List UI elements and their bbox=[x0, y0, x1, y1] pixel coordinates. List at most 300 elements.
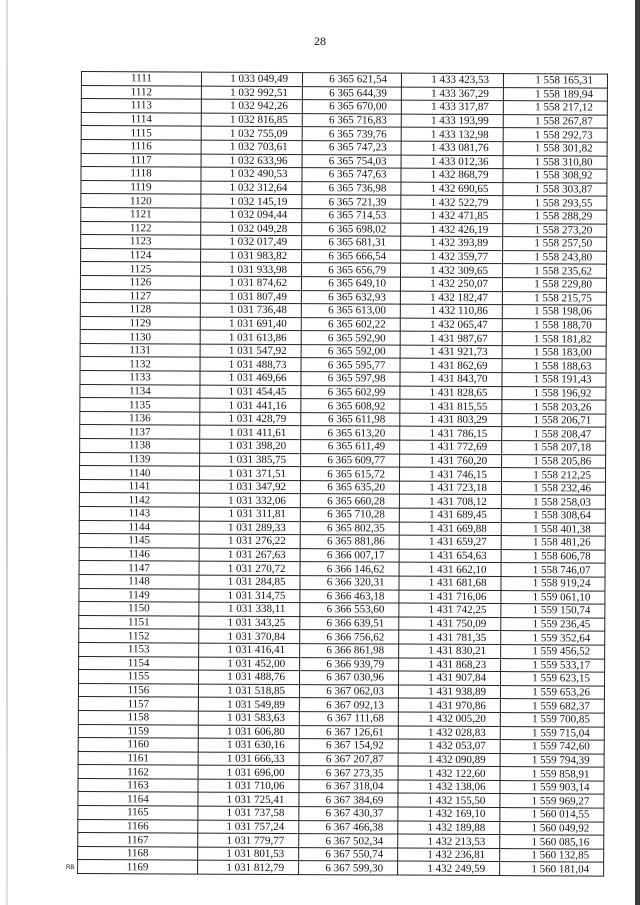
coordinate-cell: 1 558 308,64 bbox=[501, 509, 605, 523]
coordinate-cell: 1 031 666,33 bbox=[198, 752, 299, 766]
coordinate-cell: 1 432 005,20 bbox=[398, 712, 500, 726]
coordinate-cell: 1 031 314,75 bbox=[199, 589, 300, 603]
coordinate-cell: 6 366 861,98 bbox=[300, 644, 399, 658]
coordinate-cell: 1 431 689,45 bbox=[399, 508, 501, 522]
coordinate-cell: 1 432 213,53 bbox=[398, 834, 500, 848]
coordinate-cell: 1 031 696,00 bbox=[198, 765, 299, 779]
coordinate-cell: 1 031 710,06 bbox=[198, 779, 299, 793]
coordinate-cell: 1 558 258,03 bbox=[501, 495, 605, 509]
coordinate-cell: 1 031 737,58 bbox=[198, 806, 299, 820]
coordinate-cell: 1 032 816,85 bbox=[201, 113, 302, 127]
coordinate-cell: 6 365 721,39 bbox=[302, 195, 401, 209]
coordinate-cell: 1 432 471,85 bbox=[401, 209, 503, 223]
coordinate-cell: 6 365 595,77 bbox=[301, 358, 400, 372]
coordinate-cell: 1 031 332,06 bbox=[199, 493, 300, 507]
coordinate-cell: 6 365 656,79 bbox=[301, 263, 400, 277]
point-number-cell: 1160 bbox=[78, 738, 198, 752]
coordinate-cell: 1 031 385,75 bbox=[200, 453, 301, 467]
coordinate-cell: 1 432 138,06 bbox=[398, 780, 500, 794]
page-number: 28 bbox=[314, 34, 326, 48]
coordinate-cell: 1 431 938,89 bbox=[398, 685, 500, 699]
point-number-cell: 1139 bbox=[80, 452, 200, 466]
point-number-cell: 1168 bbox=[78, 846, 198, 860]
coordinate-cell: 1 031 347,92 bbox=[199, 480, 300, 494]
coordinate-cell: 6 366 146,62 bbox=[300, 562, 399, 576]
coordinate-cell: 1 432 155,50 bbox=[398, 794, 500, 808]
coordinate-cell: 1 431 815,55 bbox=[400, 399, 502, 413]
coordinate-cell: 1 031 606,80 bbox=[198, 725, 299, 739]
coordinate-cell: 1 031 289,33 bbox=[199, 521, 300, 535]
coordinate-cell: 1 433 012,36 bbox=[401, 155, 503, 169]
point-number-cell: 1125 bbox=[81, 262, 201, 276]
point-number-cell: 1112 bbox=[81, 85, 201, 99]
point-number-cell: 1169 bbox=[78, 860, 198, 874]
coordinate-cell: 6 365 608,92 bbox=[301, 399, 400, 413]
coordinate-cell: 6 365 802,35 bbox=[300, 521, 399, 535]
coordinate-cell: 1 558 243,80 bbox=[503, 250, 607, 264]
coordinate-cell: 1 559 150,74 bbox=[501, 604, 605, 618]
coordinate-cell: 6 365 602,22 bbox=[301, 317, 400, 331]
coordinate-cell: 1 560 014,55 bbox=[500, 808, 604, 822]
coordinate-cell: 1 431 786,15 bbox=[400, 426, 502, 440]
point-number-cell: 1135 bbox=[80, 398, 200, 412]
coordinate-cell: 1 433 081,76 bbox=[401, 141, 503, 155]
coordinate-cell: 1 431 921,73 bbox=[400, 345, 502, 359]
coordinate-cell: 1 559 236,45 bbox=[501, 617, 605, 631]
point-number-cell: 1145 bbox=[79, 534, 199, 548]
coordinate-cell: 1 031 812,79 bbox=[198, 861, 299, 875]
point-number-cell: 1114 bbox=[81, 112, 201, 126]
point-number-cell: 1122 bbox=[81, 221, 201, 235]
coordinate-cell: 1 558 293,55 bbox=[503, 196, 607, 210]
coordinate-cell: 6 365 597,98 bbox=[301, 372, 400, 386]
coordinate-cell: 1 031 441,16 bbox=[200, 398, 301, 412]
coordinate-cell: 1 559 700,85 bbox=[500, 712, 604, 726]
coordinate-cell: 6 365 592,00 bbox=[301, 344, 400, 358]
coordinate-cell: 1 432 122,60 bbox=[398, 766, 500, 780]
coordinate-cell: 6 365 666,54 bbox=[302, 249, 401, 263]
coordinate-cell: 1 033 049,49 bbox=[201, 72, 302, 86]
coordinate-cell: 6 365 698,02 bbox=[302, 222, 401, 236]
coordinate-cell: 6 366 320,31 bbox=[300, 576, 399, 590]
coordinate-cell: 1 031 338,11 bbox=[199, 602, 300, 616]
coordinate-cell: 1 558 292,73 bbox=[503, 128, 607, 142]
coordinate-cell: 1 431 659,27 bbox=[399, 535, 501, 549]
coordinate-cell: 1 559 456,52 bbox=[501, 644, 605, 658]
point-number-cell: 1162 bbox=[78, 765, 198, 779]
coordinate-cell: 6 367 111,68 bbox=[299, 711, 398, 725]
coordinate-cell: 6 365 716,83 bbox=[302, 113, 401, 127]
point-number-cell: 1153 bbox=[79, 642, 199, 656]
coordinate-cell: 6 367 154,92 bbox=[299, 739, 398, 753]
point-number-cell: 1155 bbox=[79, 670, 199, 684]
point-number-cell: 1165 bbox=[78, 806, 198, 820]
coordinate-cell: 1 032 312,64 bbox=[201, 181, 302, 195]
point-number-cell: 1161 bbox=[78, 751, 198, 765]
coordinate-cell: 6 365 615,72 bbox=[301, 467, 400, 481]
coordinate-cell: 1 559 533,17 bbox=[501, 658, 605, 672]
coordinate-cell: 1 032 049,28 bbox=[201, 222, 302, 236]
coordinate-cell: 1 432 182,47 bbox=[400, 291, 502, 305]
coordinate-cell: 1 432 189,88 bbox=[398, 821, 500, 835]
coordinate-cell: 1 431 746,15 bbox=[400, 467, 502, 481]
footer-mark: RB bbox=[66, 865, 75, 871]
point-number-cell: 1111 bbox=[81, 72, 201, 86]
coordinate-cell: 6 365 747,63 bbox=[302, 168, 401, 182]
coordinate-cell: 1 559 715,04 bbox=[500, 726, 604, 740]
coordinate-cell: 1 431 708,12 bbox=[399, 494, 501, 508]
coordinate-cell: 1 558 217,12 bbox=[503, 101, 607, 115]
coordinate-cell: 1 031 801,53 bbox=[198, 847, 299, 861]
coordinate-cell: 1 031 454,45 bbox=[200, 385, 301, 399]
coordinate-cell: 1 031 874,62 bbox=[200, 276, 301, 290]
coordinate-cell: 1 432 053,07 bbox=[398, 739, 500, 753]
coordinate-cell: 1 558 235,62 bbox=[502, 264, 606, 278]
coordinate-cell: 1 433 317,87 bbox=[401, 100, 503, 114]
coordinate-cell: 1 031 267,63 bbox=[199, 548, 300, 562]
coordinate-cell: 6 365 714,53 bbox=[302, 209, 401, 223]
coordinate-cell: 1 432 868,79 bbox=[401, 168, 503, 182]
coordinate-cell: 6 365 670,00 bbox=[302, 100, 401, 114]
coordinate-cell: 1 031 452,00 bbox=[199, 657, 300, 671]
coordinate-cell: 6 365 611,98 bbox=[301, 412, 400, 426]
coordinate-cell: 1 432 236,81 bbox=[398, 848, 500, 862]
coordinate-cell: 1 559 794,39 bbox=[500, 753, 604, 767]
coordinate-cell: 1 559 903,14 bbox=[500, 780, 604, 794]
point-number-cell: 1131 bbox=[80, 343, 200, 357]
coordinate-cell: 1 559 969,27 bbox=[500, 794, 604, 808]
coordinate-cell: 1 431 669,88 bbox=[399, 522, 501, 536]
point-number-cell: 1123 bbox=[81, 235, 201, 249]
coordinate-cell: 1 032 942,26 bbox=[201, 99, 302, 113]
coordinate-cell: 1 031 428,79 bbox=[200, 412, 301, 426]
coordinate-cell: 6 365 649,10 bbox=[301, 276, 400, 290]
coordinate-cell: 1 433 132,98 bbox=[401, 127, 503, 141]
coordinate-cell: 6 367 092,13 bbox=[299, 698, 398, 712]
coordinate-cell: 6 367 207,87 bbox=[299, 752, 398, 766]
coordinate-cell: 1 433 423,53 bbox=[401, 73, 503, 87]
point-number-cell: 1138 bbox=[80, 439, 200, 453]
coordinate-cell: 1 558 232,46 bbox=[501, 481, 605, 495]
coordinate-cell: 6 365 739,76 bbox=[302, 127, 401, 141]
coordinate-cell: 1 031 370,84 bbox=[199, 629, 300, 643]
coordinate-cell: 1 558 310,80 bbox=[503, 155, 607, 169]
point-number-cell: 1144 bbox=[79, 520, 199, 534]
coordinate-cell: 1 031 757,24 bbox=[198, 820, 299, 834]
coordinate-cell: 1 558 308,92 bbox=[503, 169, 607, 183]
coordinate-cell: 1 432 250,07 bbox=[400, 277, 502, 291]
coordinate-cell: 1 558 212,25 bbox=[501, 468, 605, 482]
coordinate-cell: 1 431 843,70 bbox=[400, 372, 502, 386]
coordinate-cell: 1 031 284,85 bbox=[199, 575, 300, 589]
coordinate-cell: 6 365 881,86 bbox=[300, 535, 399, 549]
coordinate-cell: 1 558 215,75 bbox=[502, 291, 606, 305]
coordinate-cell: 6 366 553,60 bbox=[300, 603, 399, 617]
scan-left-edge bbox=[6, 0, 8, 905]
coordinate-cell: 6 367 466,38 bbox=[299, 820, 398, 834]
coordinate-cell: 1 558 196,92 bbox=[502, 386, 606, 400]
coordinate-cell: 1 558 273,20 bbox=[503, 223, 607, 237]
coordinate-cell: 6 367 126,61 bbox=[299, 725, 398, 739]
coordinate-cell: 6 366 463,18 bbox=[300, 589, 399, 603]
coordinate-cell: 1 559 682,37 bbox=[500, 699, 604, 713]
coordinate-cell: 1 558 189,94 bbox=[503, 87, 607, 101]
point-number-cell: 1117 bbox=[81, 153, 201, 167]
coordinate-cell: 1 558 188,70 bbox=[502, 318, 606, 332]
coordinate-cell: 1 031 411,61 bbox=[200, 426, 301, 440]
point-number-cell: 1127 bbox=[80, 289, 200, 303]
coordinate-cell: 1 558 301,82 bbox=[503, 142, 607, 156]
coordinate-cell: 1 431 828,65 bbox=[400, 386, 502, 400]
coordinate-cell: 1 432 522,79 bbox=[401, 195, 503, 209]
point-number-cell: 1121 bbox=[81, 207, 201, 221]
point-number-cell: 1128 bbox=[80, 303, 200, 317]
point-number-cell: 1142 bbox=[79, 493, 199, 507]
coordinate-cell: 1 559 061,10 bbox=[501, 590, 605, 604]
coordinate-cell: 1 032 755,09 bbox=[201, 126, 302, 140]
point-number-cell: 1126 bbox=[80, 275, 200, 289]
coordinate-cell: 1 558 191,43 bbox=[502, 373, 606, 387]
coordinate-cell: 1 032 145,19 bbox=[201, 194, 302, 208]
point-number-cell: 1146 bbox=[79, 547, 199, 561]
coordinate-cell: 1 431 907,84 bbox=[399, 671, 501, 685]
coordinate-cell: 1 031 583,63 bbox=[198, 711, 299, 725]
coordinate-cell: 1 559 742,60 bbox=[500, 740, 604, 754]
coordinate-cell: 1 031 398,20 bbox=[200, 439, 301, 453]
point-number-cell: 1148 bbox=[79, 574, 199, 588]
coordinate-cell: 1 431 662,10 bbox=[399, 562, 501, 576]
coordinate-cell: 1 432 249,59 bbox=[398, 861, 500, 875]
coordinate-cell: 1 031 416,41 bbox=[199, 643, 300, 657]
point-number-cell: 1158 bbox=[78, 710, 198, 724]
coordinate-cell: 1 558 288,29 bbox=[503, 210, 607, 224]
coordinate-cell: 1 031 343,25 bbox=[199, 616, 300, 630]
coordinate-cell: 6 365 710,28 bbox=[300, 508, 399, 522]
coordinate-cell: 1 031 983,82 bbox=[201, 249, 302, 263]
coordinate-cell: 1 031 630,16 bbox=[198, 738, 299, 752]
table-row bbox=[78, 860, 604, 876]
coordinate-cell: 1 431 723,18 bbox=[399, 481, 501, 495]
point-number-cell: 1150 bbox=[79, 602, 199, 616]
coordinate-cell: 1 433 193,99 bbox=[401, 114, 503, 128]
coordinate-cell: 1 558 303,87 bbox=[503, 182, 607, 196]
coordinate-cell: 1 031 779,77 bbox=[198, 833, 299, 847]
coordinate-cell: 1 031 518,85 bbox=[198, 684, 299, 698]
coordinate-cell: 1 559 623,15 bbox=[501, 672, 605, 686]
coordinate-cell: 1 558 181,82 bbox=[502, 332, 606, 346]
coordinate-cell: 1 431 862,69 bbox=[400, 359, 502, 373]
coordinate-cell: 1 031 736,48 bbox=[200, 303, 301, 317]
point-number-cell: 1120 bbox=[81, 194, 201, 208]
coordinate-cell: 1 432 028,83 bbox=[398, 726, 500, 740]
coordinate-cell: 6 366 939,79 bbox=[300, 657, 399, 671]
coordinate-cell: 1 432 090,89 bbox=[398, 753, 500, 767]
point-number-cell: 1159 bbox=[78, 724, 198, 738]
coordinate-cell: 1 031 807,49 bbox=[200, 290, 301, 304]
coordinates-table-body bbox=[78, 72, 608, 877]
coordinate-cell: 6 365 635,20 bbox=[300, 480, 399, 494]
coordinate-cell: 6 367 062,03 bbox=[299, 684, 398, 698]
coordinate-cell: 1 559 858,91 bbox=[500, 767, 604, 781]
coordinate-cell: 1 431 681,68 bbox=[399, 576, 501, 590]
point-number-cell: 1132 bbox=[80, 357, 200, 371]
point-number-cell: 1129 bbox=[80, 316, 200, 330]
coordinate-cell: 1 032 992,51 bbox=[201, 86, 302, 100]
coordinate-cell: 6 365 611,49 bbox=[301, 440, 400, 454]
coordinate-cell: 1 031 613,86 bbox=[200, 330, 301, 344]
coordinate-cell: 1 432 065,47 bbox=[400, 318, 502, 332]
coordinate-cell: 1 431 716,06 bbox=[399, 590, 501, 604]
coordinate-cell: 1 559 653,26 bbox=[500, 685, 604, 699]
coordinate-cell: 1 031 488,76 bbox=[199, 670, 300, 684]
coordinate-cell: 1 558 746,07 bbox=[501, 563, 605, 577]
coordinate-cell: 1 558 188,63 bbox=[502, 359, 606, 373]
coordinate-cell: 1 433 367,29 bbox=[401, 87, 503, 101]
point-number-cell: 1113 bbox=[81, 99, 201, 113]
coordinate-cell: 1 558 401,38 bbox=[501, 522, 605, 536]
coordinate-cell: 6 365 660,28 bbox=[300, 494, 399, 508]
point-number-cell: 1163 bbox=[78, 778, 198, 792]
coordinate-cell: 1 431 803,29 bbox=[400, 413, 502, 427]
coordinate-cell: 1 431 654,63 bbox=[399, 549, 501, 563]
coordinate-cell: 1 431 830,21 bbox=[399, 644, 501, 658]
point-number-cell: 1133 bbox=[80, 371, 200, 385]
coordinate-cell: 1 031 311,81 bbox=[199, 507, 300, 521]
coordinate-cell: 1 560 181,04 bbox=[500, 862, 604, 876]
coordinate-cell: 6 366 639,51 bbox=[300, 616, 399, 630]
coordinate-cell: 1 032 490,53 bbox=[201, 167, 302, 181]
point-number-cell: 1140 bbox=[80, 466, 200, 480]
coordinate-cell: 6 365 681,31 bbox=[302, 236, 401, 250]
point-number-cell: 1130 bbox=[80, 330, 200, 344]
scan-right-edge bbox=[635, 0, 640, 905]
coordinate-cell: 6 367 273,35 bbox=[299, 766, 398, 780]
point-number-cell: 1136 bbox=[80, 411, 200, 425]
coordinate-cell: 6 367 550,74 bbox=[299, 847, 398, 861]
coordinate-cell: 6 367 384,69 bbox=[299, 793, 398, 807]
coordinate-cell: 1 432 690,65 bbox=[401, 182, 503, 196]
coordinate-cell: 6 367 430,37 bbox=[299, 807, 398, 821]
coordinate-cell: 1 558 606,78 bbox=[501, 549, 605, 563]
coordinate-cell: 1 558 203,26 bbox=[502, 400, 606, 414]
coordinate-cell: 1 558 205,86 bbox=[502, 454, 606, 468]
coordinate-cell: 6 365 736,98 bbox=[302, 181, 401, 195]
coordinate-cell: 1 432 393,89 bbox=[401, 236, 503, 250]
coordinate-cell: 1 558 267,87 bbox=[503, 114, 607, 128]
coordinate-cell: 6 365 613,20 bbox=[301, 426, 400, 440]
coordinate-cell: 1 031 371,51 bbox=[200, 466, 301, 480]
coordinate-cell: 1 431 868,23 bbox=[399, 658, 501, 672]
coordinate-cell: 1 558 208,47 bbox=[502, 427, 606, 441]
coordinate-cell: 6 365 754,03 bbox=[302, 154, 401, 168]
coordinate-cell: 1 031 488,73 bbox=[200, 358, 301, 372]
coordinate-cell: 6 365 613,00 bbox=[301, 304, 400, 318]
coordinate-cell: 6 367 030,96 bbox=[300, 671, 399, 685]
coordinate-cell: 6 366 756,62 bbox=[300, 630, 399, 644]
coordinate-cell: 6 365 592,90 bbox=[301, 331, 400, 345]
coordinate-cell: 1 558 229,80 bbox=[502, 277, 606, 291]
coordinate-cell: 1 031 547,92 bbox=[200, 344, 301, 358]
coordinate-cell: 1 031 691,40 bbox=[200, 317, 301, 331]
point-number-cell: 1157 bbox=[78, 697, 198, 711]
coordinate-cell: 1 558 257,50 bbox=[503, 237, 607, 251]
point-number-cell: 1141 bbox=[79, 479, 199, 493]
point-number-cell: 1152 bbox=[79, 629, 199, 643]
coordinate-cell: 6 365 621,54 bbox=[302, 73, 401, 87]
point-number-cell: 1151 bbox=[79, 615, 199, 629]
coordinate-cell: 1 558 207,18 bbox=[502, 441, 606, 455]
coordinate-cell: 6 367 599,30 bbox=[299, 861, 398, 875]
point-number-cell: 1154 bbox=[79, 656, 199, 670]
coordinate-cell: 1 560 132,85 bbox=[500, 848, 604, 862]
coordinates-table bbox=[77, 71, 608, 877]
point-number-cell: 1119 bbox=[81, 180, 201, 194]
coordinate-cell: 6 365 632,93 bbox=[301, 290, 400, 304]
coordinate-cell: 1 431 781,35 bbox=[399, 630, 501, 644]
point-number-cell: 1137 bbox=[80, 425, 200, 439]
coordinate-cell: 1 559 352,64 bbox=[501, 631, 605, 645]
coordinate-cell: 1 031 549,89 bbox=[198, 697, 299, 711]
coordinate-cell: 1 431 772,69 bbox=[400, 440, 502, 454]
coordinate-cell: 6 366 007,17 bbox=[300, 548, 399, 562]
coordinate-cell: 1 432 110,86 bbox=[400, 304, 502, 318]
coordinate-cell: 1 431 742,25 bbox=[399, 603, 501, 617]
point-number-cell: 1164 bbox=[78, 792, 198, 806]
coordinate-cell: 6 367 502,34 bbox=[299, 834, 398, 848]
coordinate-cell: 1 031 276,22 bbox=[199, 534, 300, 548]
coordinate-cell: 1 431 970,86 bbox=[398, 698, 500, 712]
coordinate-cell: 1 431 760,20 bbox=[400, 454, 502, 468]
point-number-cell: 1149 bbox=[79, 588, 199, 602]
point-number-cell: 1167 bbox=[78, 833, 198, 847]
point-number-cell: 1115 bbox=[81, 126, 201, 140]
coordinate-cell: 1 558 183,00 bbox=[502, 345, 606, 359]
point-number-cell: 1166 bbox=[78, 819, 198, 833]
coordinate-cell: 1 031 725,41 bbox=[198, 793, 299, 807]
point-number-cell: 1124 bbox=[81, 248, 201, 262]
coordinate-cell: 6 365 644,39 bbox=[302, 86, 401, 100]
point-number-cell: 1116 bbox=[81, 139, 201, 153]
point-number-cell: 1143 bbox=[79, 506, 199, 520]
point-number-cell: 1134 bbox=[80, 384, 200, 398]
coordinate-cell: 1 432 426,19 bbox=[401, 223, 503, 237]
coordinate-cell: 6 365 747,23 bbox=[302, 141, 401, 155]
coordinate-cell: 6 365 602,99 bbox=[301, 385, 400, 399]
coordinate-cell: 1 032 094,44 bbox=[201, 208, 302, 222]
coordinate-cell: 6 365 609,77 bbox=[301, 453, 400, 467]
coordinate-cell: 1 032 703,61 bbox=[201, 140, 302, 154]
coordinate-cell: 1 432 309,65 bbox=[400, 263, 502, 277]
point-number-cell: 1147 bbox=[79, 561, 199, 575]
coordinate-cell: 1 558 165,31 bbox=[503, 74, 607, 88]
coordinate-cell: 1 558 198,06 bbox=[502, 305, 606, 319]
coordinate-cell: 1 558 206,71 bbox=[502, 413, 606, 427]
coordinate-cell: 6 367 318,04 bbox=[299, 779, 398, 793]
coordinate-cell: 1 431 987,67 bbox=[400, 331, 502, 345]
coordinate-cell: 1 031 933,98 bbox=[200, 262, 301, 276]
coordinate-cell: 1 031 469,66 bbox=[200, 371, 301, 385]
coordinate-cell: 1 560 085,16 bbox=[500, 835, 604, 849]
coordinate-cell: 1 031 270,72 bbox=[199, 561, 300, 575]
coordinate-cell: 1 431 750,09 bbox=[399, 617, 501, 631]
coordinate-cell: 1 032 633,96 bbox=[201, 154, 302, 168]
coordinate-cell: 1 560 049,92 bbox=[500, 821, 604, 835]
coordinate-cell: 1 432 169,10 bbox=[398, 807, 500, 821]
point-number-cell: 1118 bbox=[81, 167, 201, 181]
coordinate-cell: 1 432 359,77 bbox=[401, 250, 503, 264]
point-number-cell: 1156 bbox=[78, 683, 198, 697]
coordinate-cell: 1 558 481,26 bbox=[501, 536, 605, 550]
